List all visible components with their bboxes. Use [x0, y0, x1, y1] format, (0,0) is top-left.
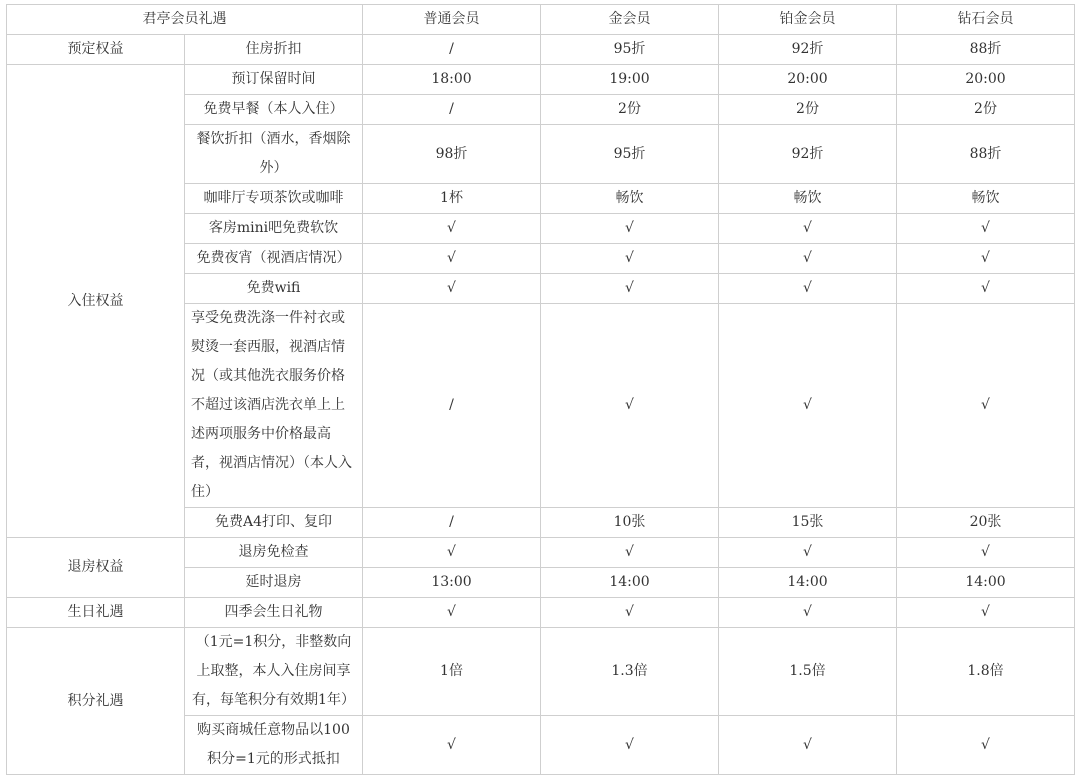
benefit-value: 15张	[719, 508, 897, 538]
benefit-value: /	[363, 35, 541, 65]
table-title: 君亭会员礼遇	[7, 5, 363, 35]
benefit-label: 免费A4打印、复印	[185, 508, 363, 538]
benefit-value: √	[897, 214, 1075, 244]
table-row	[7, 65, 1075, 95]
benefit-value: 92折	[719, 35, 897, 65]
benefit-value: √	[363, 598, 541, 628]
benefit-value: √	[719, 274, 897, 304]
benefit-label: 四季会生日礼物	[185, 598, 363, 628]
benefit-label: 延时退房	[185, 568, 363, 598]
benefit-value: 2份	[897, 95, 1075, 125]
benefit-value: 1倍	[363, 628, 541, 716]
benefit-value: 14:00	[719, 568, 897, 598]
benefit-value: √	[363, 716, 541, 775]
benefit-value: 14:00	[541, 568, 719, 598]
column-header-diamond: 钻石会员	[897, 5, 1075, 35]
table-row	[7, 598, 1075, 628]
benefit-value: 20:00	[719, 65, 897, 95]
benefit-value: √	[541, 214, 719, 244]
benefit-label: 退房免检查	[185, 538, 363, 568]
benefit-value: /	[363, 95, 541, 125]
benefit-value: √	[897, 304, 1075, 508]
benefit-value: 14:00	[897, 568, 1075, 598]
benefit-label: 餐饮折扣（酒水，香烟除外）	[185, 125, 363, 184]
benefit-value: √	[897, 538, 1075, 568]
benefit-label: （1元=1积分，非整数向上取整，本人入住房间享有，每笔积分有效期1年）	[185, 628, 363, 716]
benefit-value: 畅饮	[897, 184, 1075, 214]
benefit-value: √	[541, 716, 719, 775]
benefit-value: √	[719, 214, 897, 244]
benefit-value: 畅饮	[719, 184, 897, 214]
benefit-value: √	[719, 716, 897, 775]
benefit-value: √	[541, 598, 719, 628]
benefit-value: 1.3倍	[541, 628, 719, 716]
benefit-value: 95折	[541, 35, 719, 65]
benefit-label: 购买商城任意物品以100积分=1元的形式抵扣	[185, 716, 363, 775]
group-label-booking: 预定权益	[7, 35, 185, 65]
benefit-value: √	[363, 538, 541, 568]
table-row	[7, 538, 1075, 568]
benefit-value: √	[363, 244, 541, 274]
benefit-value: √	[719, 304, 897, 508]
benefit-value: 20:00	[897, 65, 1075, 95]
benefit-value: 畅饮	[541, 184, 719, 214]
benefit-value: /	[363, 304, 541, 508]
benefit-value: 13:00	[363, 568, 541, 598]
benefit-value: √	[719, 538, 897, 568]
benefit-value: 88折	[897, 35, 1075, 65]
benefit-label: 享受免费洗涤一件衬衣或熨烫一套西服，视酒店情况（或其他洗衣服务价格不超过该酒店洗衣单上上述两项服务中价格最高者，视酒店情况）（本人入住）	[185, 304, 363, 508]
membership-benefits-table	[6, 4, 1075, 775]
benefit-label: 预订保留时间	[185, 65, 363, 95]
table-row	[7, 35, 1075, 65]
benefit-label: 免费早餐（本人入住）	[185, 95, 363, 125]
header-row	[7, 5, 1075, 35]
benefit-value: 18:00	[363, 65, 541, 95]
benefit-value: √	[897, 716, 1075, 775]
benefit-value: √	[363, 274, 541, 304]
benefit-value: 10张	[541, 508, 719, 538]
benefit-value: √	[897, 244, 1075, 274]
benefit-value: √	[541, 274, 719, 304]
benefit-label: 免费wifi	[185, 274, 363, 304]
benefit-value: √	[719, 598, 897, 628]
group-label-points: 积分礼遇	[7, 628, 185, 775]
benefit-label: 客房mini吧免费软饮	[185, 214, 363, 244]
benefit-label: 住房折扣	[185, 35, 363, 65]
group-label-checkout: 退房权益	[7, 538, 185, 598]
benefit-value: 98折	[363, 125, 541, 184]
benefit-value: 88折	[897, 125, 1075, 184]
benefit-value: 19:00	[541, 65, 719, 95]
column-header-gold: 金会员	[541, 5, 719, 35]
benefit-value: √	[719, 244, 897, 274]
benefit-value: √	[363, 214, 541, 244]
benefit-value: 1.8倍	[897, 628, 1075, 716]
benefit-value: √	[541, 538, 719, 568]
group-label-birthday: 生日礼遇	[7, 598, 185, 628]
benefit-value: 1.5倍	[719, 628, 897, 716]
table-row	[7, 628, 1075, 716]
benefit-value: √	[541, 304, 719, 508]
benefit-value: 92折	[719, 125, 897, 184]
benefit-value: 20张	[897, 508, 1075, 538]
benefit-label: 咖啡厅专项茶饮或咖啡	[185, 184, 363, 214]
group-label-stay: 入住权益	[7, 65, 185, 538]
column-header-regular: 普通会员	[363, 5, 541, 35]
benefit-value: √	[541, 244, 719, 274]
benefit-value: 2份	[541, 95, 719, 125]
benefit-value: 2份	[719, 95, 897, 125]
benefit-value: √	[897, 274, 1075, 304]
benefit-value: 95折	[541, 125, 719, 184]
column-header-platinum: 铂金会员	[719, 5, 897, 35]
benefit-label: 免费夜宵（视酒店情况）	[185, 244, 363, 274]
benefit-value: √	[897, 598, 1075, 628]
benefit-value: 1杯	[363, 184, 541, 214]
benefit-value: /	[363, 508, 541, 538]
